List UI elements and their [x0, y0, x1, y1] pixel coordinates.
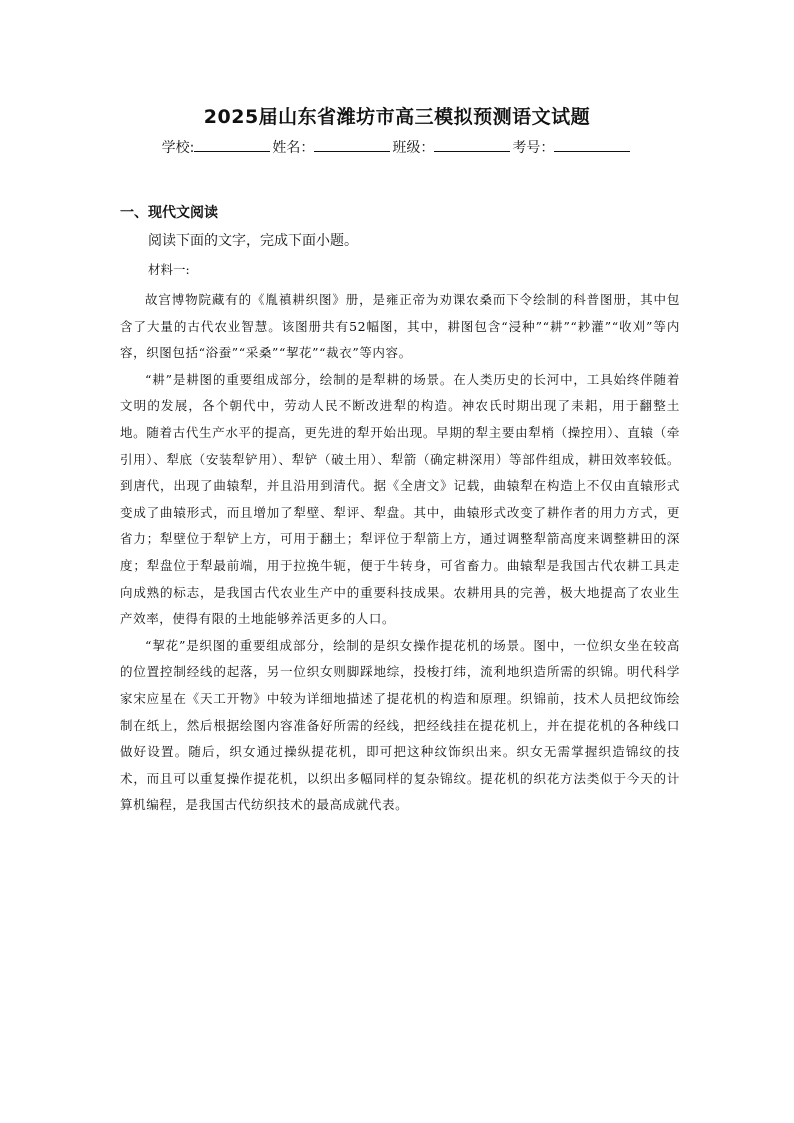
- reading-instruction: 阅读下面的文字，完成下面小题。: [148, 233, 358, 249]
- school-label: 学校:: [161, 140, 195, 156]
- paragraph: 故宫博物院藏有的《胤禛耕织图》册，是雍正帝为劝课农桑而下令绘制的科普图册，其中包含了大量的古代农业智慧。该图册共有52幅图，其中，耕图包含“浸种”“耕”“耖灌”“收刈”等内容，织图包括“浴蚕”“采桑”“挈花”“裁衣”等内容。: [120, 292, 680, 361]
- name-label: 姓名：: [272, 140, 315, 156]
- material-label: 材料一:: [148, 262, 190, 277]
- class-field: [392, 137, 512, 159]
- school-blank: [194, 137, 270, 152]
- name-field: [272, 137, 392, 159]
- exam-number-blank: [554, 137, 630, 152]
- class-label: 班级：: [392, 140, 435, 156]
- section-heading: 一、现代文阅读: [120, 205, 218, 221]
- exam-number-label: 考号：: [512, 140, 555, 156]
- document-title: 2025届山东省潍坊市高三模拟预测语文试题: [203, 106, 591, 128]
- exam-number-field: [512, 137, 632, 159]
- material-body: [120, 287, 680, 819]
- class-blank: [434, 137, 510, 152]
- student-info-row: [0, 137, 794, 159]
- school-field: [162, 137, 273, 159]
- paragraph: “挈花”是织图的重要组成部分，绘制的是织女操作提花机的场景。图中，一位织女坐在较高的位置控制经线的起落，另一位织女则脚踩地综，投梭打纬，流利地织造所需的织锦。明代科学家宋应星在《天工开物》中较为详细地描述了提花机的构造和原理。织锦前，技术人员把纹饰绘制在纸上，然后根据绘图内容准备好所需的经线，把经线挂在提花机上，并在提花机的各种线口做好设置。随后，织女通过操纵提花机，即可把这种纹饰织出来。织女无需掌握织造锦纹的技术，而且可以重复操作提花机，以织出多幅同样的复杂锦纹。提花机的织花方法类似于今天的计算机编程，是我国古代纺织技术的最高成就代表。: [120, 637, 680, 813]
- paragraph: “耕”是耕图的重要组成部分，绘制的是犁耕的场景。在人类历史的长河中，工具始终伴随着文明的发展，各个朝代中，劳动人民不断改进犁的构造。神农氏时期出现了耒耜，用于翻整土地。随着古代生产水平的提高，更先进的犁开始出现。早期的犁主要由犁梢（操控用）、直辕（牵引用）、犁底（安装犁铲用）、犁铲（破土用）、犁箭（确定耕深用）等部件组成，耕田效率较低。到唐代，出现了曲辕犁，并且沿用到清代。据《全唐文》记载，曲辕犁在构造上不仅由直辕形式变成了曲辕形式，而且增加了犁壁、犁评、犁盘。其中，曲辕形式改变了耕作者的用力方式，更省力；犁壁位于犁铲上方，可用于翻土；犁评位于犁箭上方，通过调整犁箭高度来调整耕田的深度；犁盘位于犁最前端，用于拉挽牛轭，便于牛转身，可省畜力。曲辕犁是我国古代农耕工具走向成熟的标志，是我国古代农业生产中的重要科技成果。农耕用具的完善，极大地提高了农业生产效率，使得有限的土地能够养活更多的人口。: [120, 371, 680, 627]
- name-blank: [314, 137, 390, 152]
